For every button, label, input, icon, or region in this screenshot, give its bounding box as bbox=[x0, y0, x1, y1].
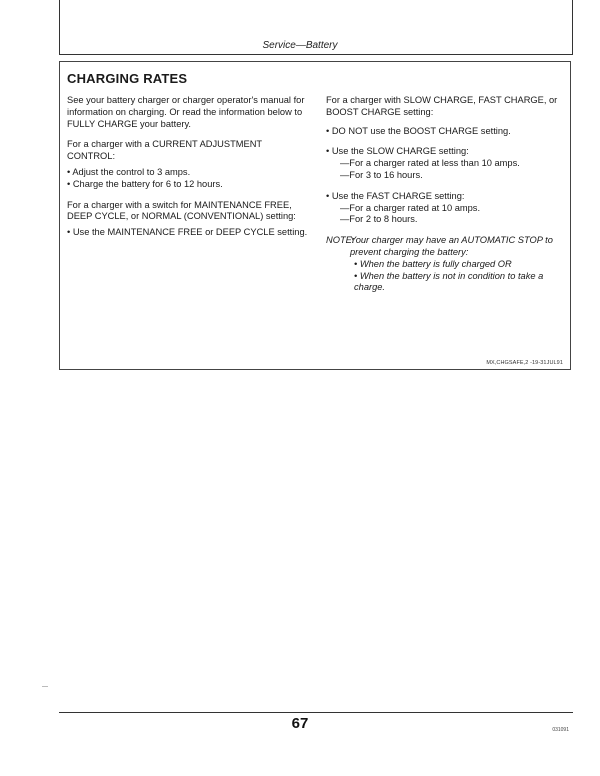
note-text: Your charger may have an AUTOMATIC STOP to prevent charging the battery: bbox=[350, 235, 553, 257]
page-code: 031091 bbox=[552, 727, 569, 733]
note-row bbox=[326, 235, 566, 259]
list-item: • Charge the battery for 6 to 12 hours. bbox=[67, 178, 223, 189]
footer-rule bbox=[59, 712, 573, 713]
charge-setting-heading: For a charger with SLOW CHARGE, FAST CHARGE, or BOOST CHARGE setting: bbox=[326, 95, 558, 117]
note-block bbox=[326, 235, 566, 294]
current-control-list bbox=[67, 167, 312, 191]
charging-rates-section bbox=[59, 61, 571, 370]
fast-sub-item: —For 2 to 8 hours. bbox=[340, 214, 418, 225]
slow-sub-item: —For 3 to 16 hours. bbox=[340, 169, 423, 180]
slow-item: • Use the SLOW CHARGE setting: bbox=[326, 146, 469, 157]
left-column bbox=[67, 95, 312, 248]
list-item: • Adjust the control to 3 amps. bbox=[67, 166, 191, 177]
fast-item: • Use the FAST CHARGE setting: bbox=[326, 190, 465, 201]
slow-sub-item: —For a charger rated at less than 10 amps. bbox=[340, 158, 520, 169]
switch-item: • Use the MAINTENANCE FREE or DEEP CYCLE setting. bbox=[67, 227, 308, 238]
note-item: • When the battery is fully charged OR bbox=[354, 258, 512, 269]
section-title: CHARGING RATES bbox=[67, 71, 188, 86]
header-rule bbox=[59, 54, 573, 55]
document-code: MX,CHGSAFE,2 -19-31JUL91 bbox=[486, 360, 563, 366]
current-control-heading: For a charger with a CURRENT ADJUSTMENT CONTROL: bbox=[67, 139, 262, 162]
right-column bbox=[326, 95, 566, 294]
switch-heading: For a charger with a switch for MAINTENANCE FREE, DEEP CYCLE, or NORMAL (CONVENTIONAL) setting: bbox=[67, 199, 296, 222]
page-header-title: Service—Battery bbox=[262, 40, 338, 51]
intro-paragraph: See your battery charger or charger operator's manual for information on charging. Or read the information below to FULLY CHARGE your battery. bbox=[67, 95, 305, 129]
boost-item: • DO NOT use the BOOST CHARGE setting. bbox=[326, 125, 511, 136]
note-label: NOTE: bbox=[326, 235, 355, 246]
note-item: • When the battery is not in condition to take a charge. bbox=[354, 270, 544, 293]
margin-mark bbox=[42, 686, 48, 687]
page-number: 67 bbox=[291, 715, 309, 732]
fast-sub-item: —For a charger rated at 10 amps. bbox=[340, 202, 481, 213]
